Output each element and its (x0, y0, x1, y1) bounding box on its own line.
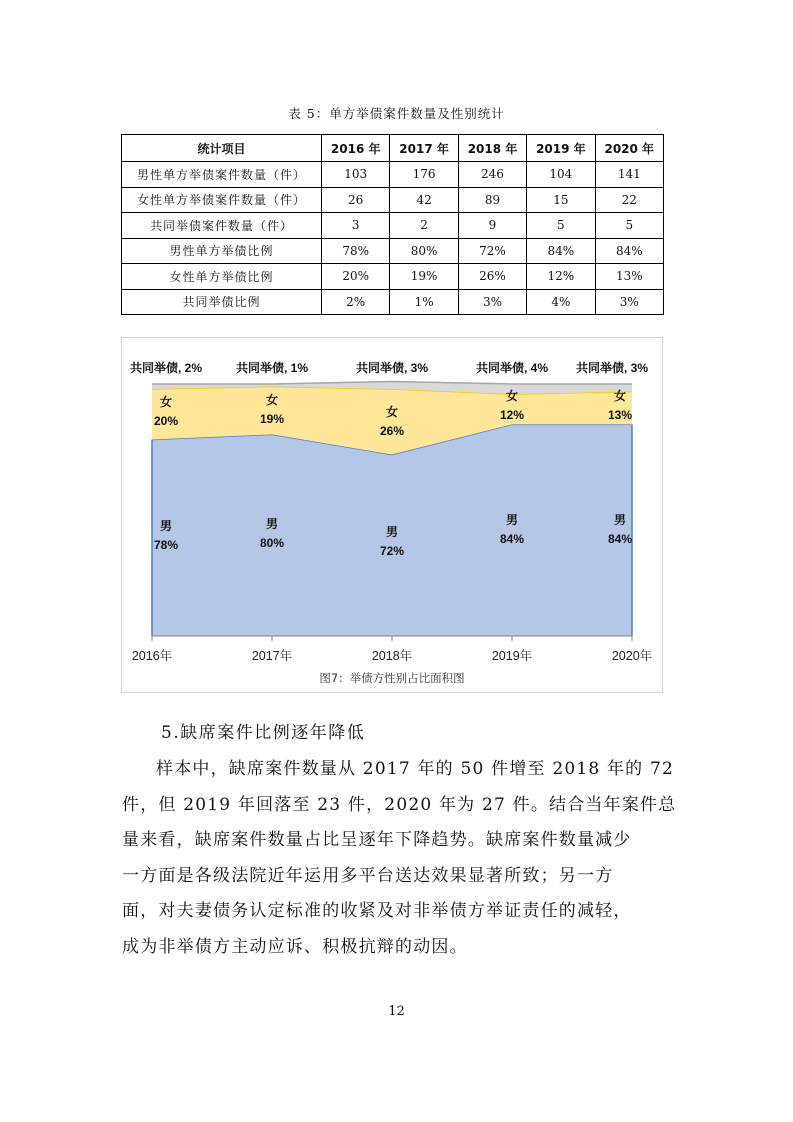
joint-data-label: 共同举债, 3% (355, 361, 429, 375)
female-data-label: 女 20% (153, 395, 179, 428)
value-cell: 2% (322, 289, 390, 315)
male-data-label: 男 80% (259, 517, 285, 550)
body-paragraph (122, 752, 677, 965)
joint-data-label: 共同举债, 1% (235, 361, 309, 375)
value-cell: 84% (527, 238, 595, 264)
value-cell: 26% (458, 264, 526, 290)
joint-data-label: 共同举债, 3% (575, 361, 649, 375)
header-cell: 2019 年 (527, 135, 595, 162)
table-row (122, 264, 664, 290)
header-cell: 统计项目 (122, 135, 322, 162)
value-cell: 12% (527, 264, 595, 290)
value-cell: 141 (595, 162, 663, 188)
male-data-label: 男 72% (379, 525, 405, 558)
value-cell: 246 (458, 162, 526, 188)
value-cell: 103 (322, 162, 390, 188)
value-cell: 42 (390, 187, 458, 213)
section-heading: 5.缺席案件比例逐年降低 (161, 723, 366, 743)
stats-table (121, 134, 664, 315)
value-cell: 4% (527, 289, 595, 315)
value-cell: 1% (390, 289, 458, 315)
joint-data-label: 共同举债, 4% (475, 361, 549, 375)
x-tick-label: 2018年 (371, 649, 413, 663)
value-cell: 78% (322, 238, 390, 264)
header-cell: 2020 年 (595, 135, 663, 162)
female-data-label: 女 13% (607, 389, 633, 422)
x-tick-label: 2020年 (611, 649, 653, 663)
male-data-label: 男 84% (499, 513, 525, 546)
x-tick-label: 2017年 (251, 649, 293, 663)
table-row (122, 162, 664, 188)
value-cell: 3% (595, 289, 663, 315)
area-chart (121, 337, 663, 693)
row-label-cell: 共同举债比例 (122, 289, 322, 315)
value-cell: 80% (390, 238, 458, 264)
paragraph-line: 面，对夫妻债务认定标准的收紧及对非举债方举证责任的减轻， (122, 901, 632, 921)
table-row (122, 238, 664, 264)
value-cell: 72% (458, 238, 526, 264)
female-data-label: 女 12% (499, 389, 525, 422)
x-tick-label: 2016年 (131, 649, 173, 663)
value-cell: 13% (595, 264, 663, 290)
value-cell: 22 (595, 187, 663, 213)
value-cell: 2 (390, 213, 458, 239)
paragraph-line: 一方面是各级法院近年运用多平台送达效果显著所致；另一方 (122, 865, 614, 886)
value-cell: 9 (458, 213, 526, 239)
value-cell: 5 (527, 213, 595, 239)
paragraph-line: 量来看，缺席案件数量占比呈逐年下降趋势。缺席案件数量减少 (122, 830, 632, 850)
table-row (122, 289, 664, 315)
value-cell: 19% (390, 264, 458, 290)
value-cell: 104 (527, 162, 595, 188)
header-cell: 2018 年 (458, 135, 526, 162)
table-row (122, 213, 664, 239)
row-label-cell: 共同举债案件数量（件） (122, 213, 322, 239)
row-label-cell: 男性单方举债案件数量（件） (122, 162, 322, 188)
female-data-label: 女 26% (379, 405, 405, 438)
value-cell: 26 (322, 187, 390, 213)
value-cell: 20% (322, 264, 390, 290)
value-cell: 3 (322, 213, 390, 239)
female-data-label: 女 19% (259, 393, 285, 426)
male-data-label: 男 84% (607, 513, 633, 546)
x-tick-label: 2019年 (491, 649, 533, 663)
value-cell: 84% (595, 238, 663, 264)
row-label-cell: 女性单方举债案件数量（件） (122, 187, 322, 213)
figure-caption: 图7：举债方性别占比面积图 (319, 671, 465, 685)
table-header-row (122, 135, 664, 162)
value-cell: 176 (390, 162, 458, 188)
value-cell: 5 (595, 213, 663, 239)
value-cell: 3% (458, 289, 526, 315)
page-number: 12 (388, 1004, 405, 1019)
paragraph-line: 成为非举债方主动应诉、积极抗辩的动因。 (122, 936, 468, 957)
table-caption: 表 5：单方举债案件数量及性别统计 (288, 106, 505, 121)
header-cell: 2016 年 (322, 135, 390, 162)
header-cell: 2017 年 (390, 135, 458, 162)
row-label-cell: 男性单方举债比例 (122, 238, 322, 264)
row-label-cell: 女性单方举债比例 (122, 264, 322, 290)
value-cell: 15 (527, 187, 595, 213)
male-data-label: 男 78% (153, 519, 179, 552)
joint-data-label: 共同举债, 2% (129, 361, 203, 375)
area-chart-svg (122, 338, 662, 692)
value-cell: 89 (458, 187, 526, 213)
paragraph-line: 件，但 2019 年回落至 23 件，2020 年为 27 件。结合当年案件总 (122, 794, 677, 815)
paragraph-line: 样本中，缺席案件数量从 2017 年的 50 件增至 2018 年的 72 (156, 759, 675, 779)
table-row (122, 187, 664, 213)
